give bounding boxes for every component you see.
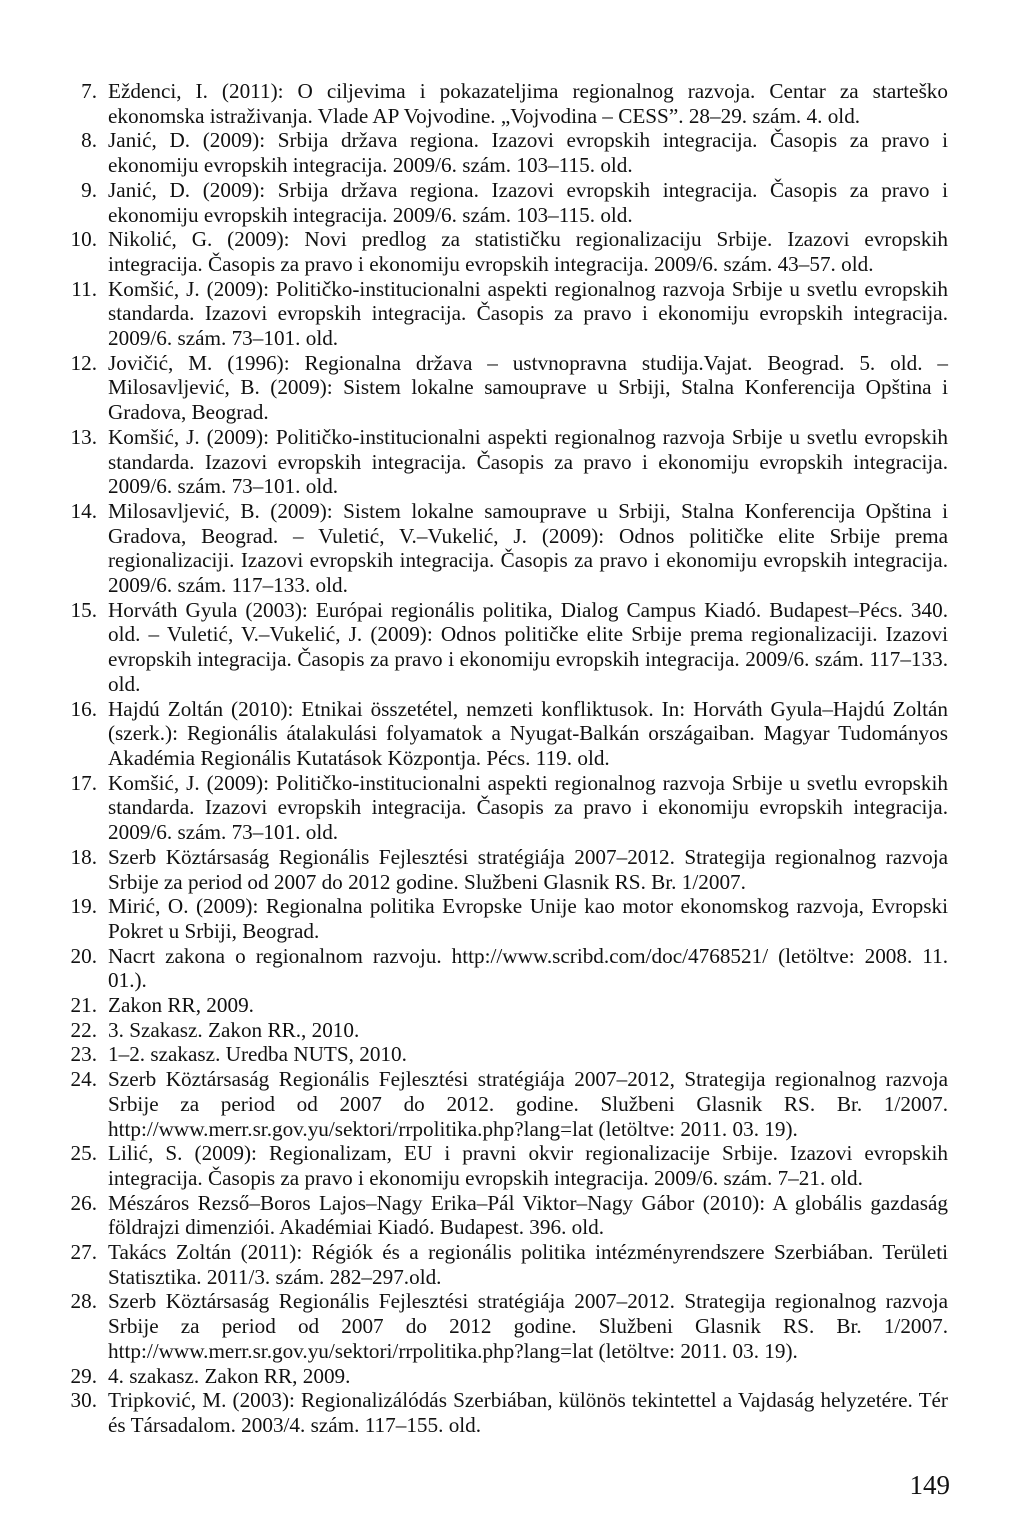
- endnote-number: 30.: [70, 1388, 97, 1413]
- endnote-number: 13.: [70, 424, 97, 449]
- endnote-number: 7.: [81, 79, 97, 103]
- endnote-number: 26.: [70, 1190, 97, 1215]
- endnote-item: [60, 993, 948, 1018]
- endnote-item: [60, 1018, 948, 1043]
- endnote-text: Komšić, J. (2009): Političko-institucionalni aspekti regionalnog razvoja Srbije u svetlu evropskih standarda. Izazovi evropskih integracija. Časopis za pravo i ekonomiju evropskih integracija. 2009/6. szám. 73–101. old.: [108, 424, 948, 499]
- endnote-item: [60, 944, 948, 993]
- endnote-text: Szerb Köztársaság Regionális Fejlesztési stratégiája 2007–2012. Strategija regionalnog razvoja Srbije za period od 2007 do 2012 godine. Službeni Glasnik RS. Br. 1/2007.: [108, 844, 948, 894]
- endnote-number: 19.: [70, 894, 97, 919]
- endnote-number: 24.: [70, 1067, 97, 1092]
- endnote-item: [60, 1067, 948, 1141]
- endnote-item: [60, 1191, 948, 1240]
- endnote-number: 18.: [70, 844, 97, 869]
- endnote-text: Mirić, O. (2009): Regionalna politika Evropske Unije kao motor ekonomskog razvoja, Evropski Pokret u Srbiji, Beograd.: [108, 894, 948, 943]
- endnote-text: 4. szakasz. Zakon RR, 2009.: [108, 1363, 351, 1388]
- endnote-item: [60, 1289, 948, 1363]
- endnote-text: Szerb Köztársaság Regionális Fejlesztési stratégiája 2007–2012, Strategija regionalnog razvoja Srbije za period od 2007 do 2012. godine. Službeni Glasnik RS. Br. 1/2007. http://www.merr.sr.gov.yu/sektori/rrpolitika.php?lang=lat (letöltve: 2011. 03. 19).: [108, 1067, 948, 1141]
- endnote-item: [60, 894, 948, 943]
- endnote-number: 11.: [71, 276, 97, 301]
- endnote-item: [60, 598, 948, 697]
- endnote-item: [60, 697, 948, 771]
- endnote-text: Komšić, J. (2009): Političko-institucionalni aspekti regionalnog razvoja Srbije u svetlu evropskih standarda. Izazovi evropskih integracija. Časopis za pravo i ekonomiju evropskih integracija. 2009/6. szám. 73–101. old.: [108, 276, 948, 351]
- endnote-text: Nikolić, G. (2009): Novi predlog za statističku regionalizaciju Srbije. Izazovi evropskih integracija. Časopis za pravo i ekonomiju evropskih integracija. 2009/6. szám. 43–57. old.: [108, 227, 948, 276]
- endnote-text: Komšić, J. (2009): Političko-institucionalni aspekti regionalnog razvoja Srbije u svetlu evropskih standarda. Izazovi evropskih integracija. Časopis za pravo i ekonomiju evropskih integracija. 2009/6. szám. 73–101. old.: [108, 770, 948, 845]
- endnote-text: Zakon RR, 2009.: [108, 993, 254, 1018]
- endnote-text: Mészáros Rezső–Boros Lajos–Nagy Erika–Pál Viktor–Nagy Gábor (2010): A globális gazdaság földrajzi dimenziói. Akadémiai Kiadó. Budapest. 396. old.: [108, 1190, 948, 1240]
- endnote-item: [60, 178, 948, 227]
- endnote-item: [60, 425, 948, 499]
- endnote-item: [60, 771, 948, 845]
- endnote-text: Horváth Gyula (2003): Európai regionális politika, Dialog Campus Kiadó. Budapest–Pécs. 340. old. – Vuletić, V.–Vukelić, J. (2009): Odnos političke elite Srbije prema regionalizaciji. Izazovi evropskih integracija. Časopis za pravo i ekonomiju evropskih integracija. 2009/6. szám. 117–133. old.: [108, 597, 948, 696]
- endnote-number: 21.: [70, 993, 97, 1018]
- endnote-number: 29.: [70, 1363, 97, 1388]
- endnotes-list: [60, 79, 948, 1438]
- endnote-item: [60, 499, 948, 598]
- endnote-item: [60, 79, 948, 128]
- endnote-item: [60, 227, 948, 276]
- endnote-text: 1–2. szakasz. Uredba NUTS, 2010.: [108, 1042, 407, 1067]
- endnote-item: [60, 128, 948, 177]
- endnote-item: [60, 1042, 948, 1067]
- endnote-number: 12.: [70, 350, 97, 375]
- endnote-text: Takács Zoltán (2011): Régiók és a regionális politika intézményrendszere Szerbiában. Területi Statisztika. 2011/3. szám. 282–297.old.: [108, 1240, 948, 1289]
- endnote-number: 9.: [81, 177, 97, 202]
- endnote-text: Szerb Köztársaság Regionális Fejlesztési stratégiája 2007–2012. Strategija regionalnog razvoja Srbije za period od 2007 do 2012 godine. Službeni Glasnik RS. Br. 1/2007. http://www.merr.sr.gov.yu/sektori/rrpolitika.php?lang=lat (letöltve: 2011. 03. 19).: [108, 1289, 948, 1363]
- endnote-number: 20.: [70, 943, 97, 968]
- endnote-number: 8.: [81, 128, 97, 153]
- endnote-number: 10.: [70, 227, 97, 252]
- endnote-text: Janić, D. (2009): Srbija država regiona. Izazovi evropskih integracija. Časopis za pravo i ekonomiju evropskih integracija. 2009/6. szám. 103–115. old.: [108, 128, 948, 178]
- endnote-text: Tripković, M. (2003): Regionalizálódás Szerbiában, különös tekintettel a Vajdaság helyzetére. Tér és Társadalom. 2003/4. szám. 117–155. old.: [108, 1388, 948, 1437]
- endnote-item: [60, 1141, 948, 1190]
- endnote-text: Janić, D. (2009): Srbija država regiona. Izazovi evropskih integracija. Časopis za pravo i ekonomiju evropskih integracija. 2009/6. szám. 103–115. old.: [108, 177, 948, 227]
- endnote-text: Lilić, S. (2009): Regionalizam, EU i pravni okvir regionalizacije Srbije. Izazovi evropskih integracija. Časopis za pravo i ekonomiju evropskih integracija. 2009/6. szám. 7–21. old.: [108, 1141, 948, 1190]
- endnote-number: 22.: [70, 1017, 97, 1042]
- endnote-text: Hajdú Zoltán (2010): Etnikai összetétel, nemzeti konfliktusok. In: Horváth Gyula–Hajdú Zoltán (szerk.): Regionális átalakulási folyamatok a Nyugat-Balkán országaiban. Magyar Tudományos Akadémia Regionális Kutatások Központja. Pécs. 119. old.: [108, 696, 948, 770]
- endnote-item: [60, 1388, 948, 1437]
- endnote-number: 17.: [70, 770, 97, 795]
- endnote-item: [60, 351, 948, 425]
- endnote-number: 28.: [70, 1289, 97, 1314]
- endnote-text: Jovičić, M. (1996): Regionalna država – ustvnopravna studija.Vajat. Beograd. 5. old. – Milosavljević, B. (2009): Sistem lokalne samouprave u Srbiji, Stalna Konferencija Opština i Gradova, Beograd.: [108, 350, 948, 425]
- endnote-text: Nacrt zakona o regionalnom razvoju. http://www.scribd.com/doc/4768521/ (letöltve: 2008. 11. 01.).: [108, 943, 948, 993]
- endnote-number: 16.: [70, 696, 97, 721]
- endnote-number: 25.: [70, 1141, 97, 1166]
- endnote-item: [60, 1364, 948, 1389]
- endnote-item: [60, 1240, 948, 1289]
- endnote-number: 15.: [70, 597, 97, 622]
- endnote-text: 3. Szakasz. Zakon RR., 2010.: [108, 1017, 360, 1042]
- endnote-text: Eždenci, I. (2011): O ciljevima i pokazateljima regionalnog razvoja. Centar za starteško ekonomska istraživanja. Vlade AP Vojvodine. „Vojvodina – CESS”. 28–29. szám. 4. old.: [108, 79, 948, 128]
- endnote-number: 27.: [70, 1240, 97, 1265]
- endnote-item: [60, 845, 948, 894]
- endnote-number: 23.: [70, 1042, 97, 1067]
- endnote-text: Milosavljević, B. (2009): Sistem lokalne samouprave u Srbiji, Stalna Konferencija Opština i Gradova, Beograd. – Vuletić, V.–Vukelić, J. (2009): Odnos političke elite Srbije prema regionalizaciji. Izazovi evropskih integracija. Časopis za pravo i ekonomiju evropskih integracija. 2009/6. szám. 117–133. old.: [108, 498, 948, 598]
- endnote-item: [60, 277, 948, 351]
- endnote-number: 14.: [70, 498, 97, 523]
- page-number: 149: [909, 1470, 950, 1500]
